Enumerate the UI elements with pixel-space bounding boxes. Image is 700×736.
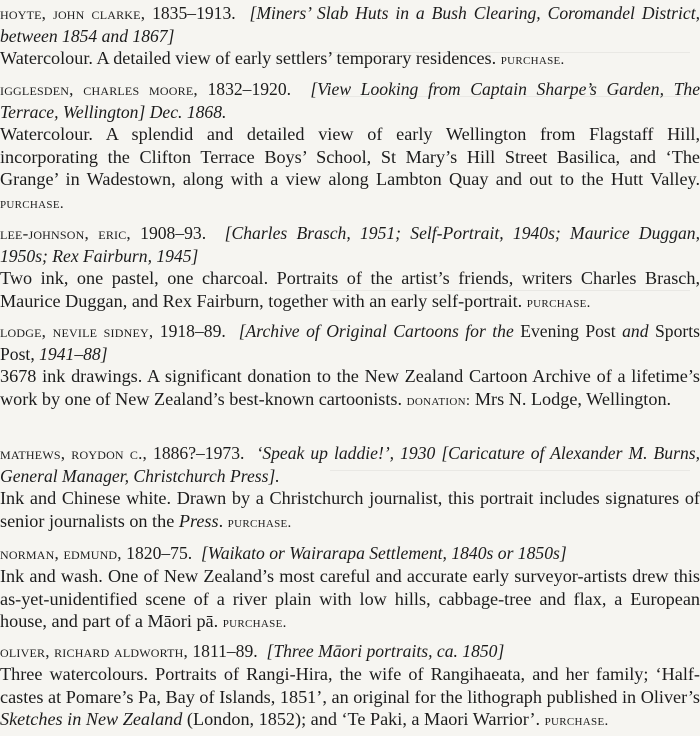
entry-mathews <box>0 442 700 534</box>
artist-dates: 1886?–1973. <box>153 443 245 463</box>
entry-description <box>0 487 700 534</box>
entry-heading <box>0 542 700 565</box>
artist-dates: 1832–1920. <box>207 79 292 99</box>
work-title-dates: 1941–88] <box>39 344 108 364</box>
entry-heading <box>0 640 700 663</box>
artist-name: lodge, nevile sidney, <box>0 322 154 341</box>
description-text: Three watercolours. Portraits of Rangi-Hira, the wife of Rangihaeata, and her family; ‘Half-castes at Pomare’s Pa, Bay of Islands, 1851’, an original for the lithograph published in Oliver’s <box>0 664 700 707</box>
artist-name: norman, edmund, <box>0 544 122 563</box>
artist-dates: 1820–75. <box>126 543 193 563</box>
publication-name: Sketches in New Zealand <box>0 709 183 729</box>
entry-heading <box>0 2 700 47</box>
description-text: Ink and Chinese white. Drawn by a Christchurch journalist, this portrait includes signatures of senior journalists on the <box>0 488 700 531</box>
entry-heading <box>0 78 700 123</box>
work-title: ‘Speak up laddie!’, 1930 [Caricature of Alexander M. Burns, General Manager, Christchurch Press]. <box>0 443 700 486</box>
artist-name: oliver, richard aldworth, <box>0 642 188 661</box>
description-text: 3678 ink drawings. A significant donation to the New Zealand Cartoon Archive of a lifetime’s work by one of New Zealand’s best-known cartoonists. <box>0 366 700 409</box>
artist-dates: 1908–93. <box>140 223 207 243</box>
acquisition-type: purchase. <box>500 52 565 68</box>
entry-description <box>0 565 700 635</box>
work-title: [Three Māori portraits, ca. 1850] <box>266 641 505 661</box>
entry-heading <box>0 320 700 365</box>
work-title: [Miners’ Slab Huts in a Bush Clearing, Coromandel District, between 1854 and 1867] <box>0 3 700 46</box>
description-end: (London, 1852); and ‘Te Paki, a Maori Warrior’. <box>186 709 541 729</box>
entry-heading <box>0 442 700 487</box>
entry-lee-johnson <box>0 222 700 314</box>
acquisition-type: purchase. <box>544 713 609 729</box>
description-end: . <box>218 510 224 531</box>
acquisition-type: purchase. <box>222 615 287 631</box>
artist-name: hoyte, john clarke, <box>0 4 146 23</box>
work-title-publication-2: Sports Post, <box>0 321 700 364</box>
work-title: [Charles Brasch, 1951; Self-Portrait, 1940s; Maurice Duggan, 1950s; Rex Fairburn, 1945] <box>0 223 700 266</box>
publication-name: Press <box>178 510 219 531</box>
entry-norman <box>0 542 700 635</box>
artist-dates: 1811–89. <box>192 641 258 661</box>
artist-dates: 1835–1913. <box>152 3 236 23</box>
acquisition-type: purchase. <box>0 195 64 212</box>
description-text: Watercolour. A splendid and detailed view of early Wellington from Flagstaff Hill, incorporating the Clifton Terrace Boys’ School, St Mary’s Hill Street Basilica, and ‘The Grange’ in Wadestown, along with a view along Lambton Quay and out to the Hutt Valley. <box>0 124 700 189</box>
entry-igglesden <box>0 78 700 215</box>
work-title: [Archive of Original Cartoons for the <box>238 321 514 341</box>
entry-hoyte <box>0 2 700 72</box>
artist-dates: 1918–89. <box>159 321 226 341</box>
work-title: [View Looking from Captain Sharpe’s Garden, The Terrace, Wellington] Dec. 1868. <box>0 79 700 122</box>
acquisition-type: purchase. <box>227 514 292 531</box>
entry-lodge <box>0 320 700 412</box>
work-title: [Waikato or Wairarapa Settlement, 1840s or 1850s] <box>200 543 567 563</box>
entry-description <box>0 663 700 733</box>
entry-description <box>0 365 700 412</box>
entry-description <box>0 47 700 72</box>
entry-description <box>0 267 700 314</box>
description-text: Watercolour. A detailed view of early settlers’ temporary residences. <box>0 48 497 68</box>
entry-heading <box>0 222 700 267</box>
acquisition-type: purchase. <box>526 294 591 311</box>
acquisition-type: donation: <box>406 392 471 409</box>
entry-oliver <box>0 640 700 733</box>
artist-name: lee-johnson, eric, <box>0 224 131 243</box>
work-title-conjunction: and <box>622 321 649 341</box>
description-text: Two ink, one pastel, one charcoal. Portraits of the artist’s friends, writers Charles Brasch, Maurice Duggan, and Rex Fairburn, together with an early self-portrait. <box>0 268 700 311</box>
donor-name: Mrs N. Lodge, Wellington. <box>474 388 672 409</box>
entry-description <box>0 123 700 215</box>
work-title-publication: Evening Post <box>520 321 616 341</box>
description-text: Ink and wash. One of New Zealand’s most careful and accurate early surveyor-artists drew this as-yet-unidentified scene of a river plain with low hills, cabbage-tree and flax, a European house, and part of a Māori pā. <box>0 566 700 631</box>
artist-name: mathews, roydon c., <box>0 444 147 463</box>
artist-name: igglesden, charles moore, <box>0 80 198 99</box>
